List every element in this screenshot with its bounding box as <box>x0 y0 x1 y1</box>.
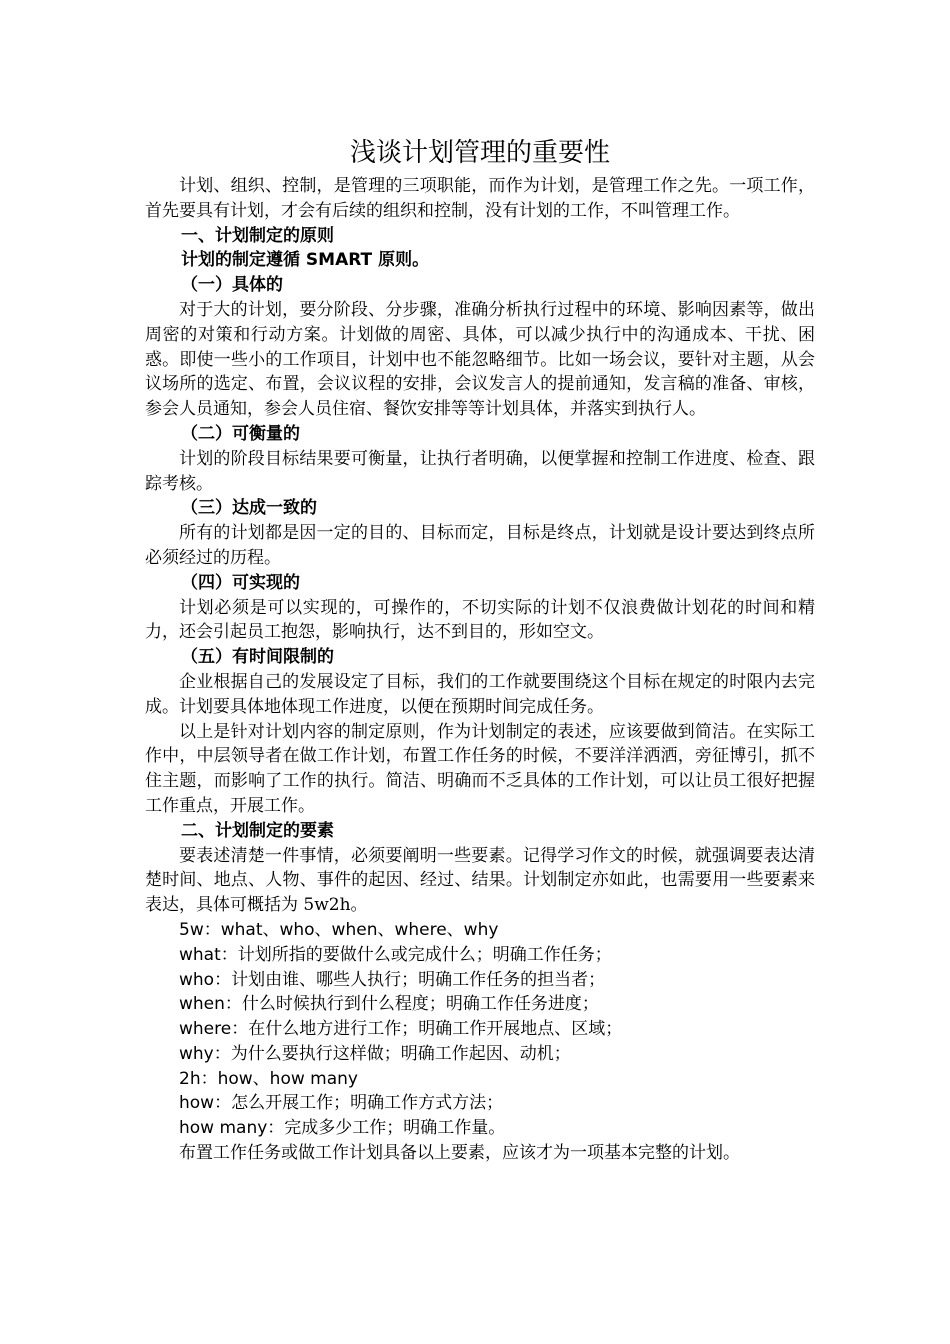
element-line-who: who：计划由谁、哪些人执行；明确工作任务的担当者； <box>179 969 606 990</box>
principle-body-achievable: 计划必须是可以实现的，可操作的，不切实际的计划不仅浪费做计划花的时间和精力，还会引起员工抱怨，影响执行，达不到目的，形如空文。 <box>145 597 815 643</box>
element-line-why: why：为什么要执行这样做；明确工作起因、动机； <box>179 1043 571 1064</box>
principles-summary-paragraph: 以上是针对计划内容的制定原则，作为计划制定的表述，应该要做到简洁。在实际工作中，中层领导者在做工作计划，布置工作任务的时候，不要洋洋洒洒，旁征博引，抓不住主题，而影响了工作的执行。简洁、明确而不乏具体的工作计划，可以让员工很好把握工作重点，开展工作。 <box>145 721 815 816</box>
elements-intro-paragraph: 要表述清楚一件事情，必须要阐明一些要素。记得学习作文的时候，就强调要表达清楚时间、地点、人物、事件的起因、经过、结果。计划制定亦如此，也需要用一些要素来表达，具体可概括为 5w2h。 <box>145 845 815 916</box>
principle-heading-achievable: （四）可实现的 <box>181 572 300 593</box>
principle-heading-specific: （一）具体的 <box>181 275 283 296</box>
principle-heading-time-bound: （五）有时间限制的 <box>181 647 334 668</box>
principle-body-time-bound: 企业根据自己的发展设定了目标，我们的工作就要围绕这个目标在规定的时限内去完成。计划要具体地体现工作进度，以便在预期时间完成任务。 <box>145 671 815 717</box>
principle-body-agreed: 所有的计划都是因一定的目的、目标而定，目标是终点，计划就是设计要达到终点所必须经过的历程。 <box>145 523 815 568</box>
intro-paragraph: 计划、组织、控制，是管理的三项职能，而作为计划，是管理工作之先。一项工作，首先要具有计划，才会有后续的组织和控制，没有计划的工作，不叫管理工作。 <box>145 176 815 221</box>
section-heading-principles: 一、计划制定的原则 <box>181 225 334 246</box>
section-heading-elements: 二、计划制定的要素 <box>181 820 334 841</box>
element-line-when: when：什么时候执行到什么程度；明确工作任务进度； <box>179 994 599 1015</box>
principle-heading-measurable: （二）可衡量的 <box>181 423 300 444</box>
smart-principle-heading: 计划的制定遵循 SMART 原则。 <box>181 250 430 271</box>
document-title: 浅谈计划管理的重要性 <box>349 138 610 168</box>
principle-heading-agreed: （三）达成一致的 <box>181 498 317 519</box>
element-line-5w: 5w：what、who、when、where、why <box>179 919 499 940</box>
element-line-where: where：在什么地方进行工作；明确工作开展地点、区域； <box>179 1019 623 1040</box>
element-line-how: how：怎么开展工作；明确工作方式方法； <box>179 1093 504 1114</box>
conclusion-paragraph: 布置工作任务或做工作计划具备以上要素，应该才为一项基本完整的计划。 <box>179 1143 740 1164</box>
principle-body-specific: 对于大的计划，要分阶段、分步骤，准确分析执行过程中的环境、影响因素等，做出周密的对策和行动方案。计划做的周密、具体，可以减少执行中的沟通成本、干扰、困惑。即使一些小的工作项目，计划中也不能忽略细节。比如一场会议，要针对主题，从会议场所的选定、布置，会议议程的安排，会议发言人的提前通知，发言稿的准备、审核，参会人员通知，参会人员住宿、餐饮安排等等计划具体，并落实到执行人。 <box>145 299 815 420</box>
element-line-what: what：计划所指的要做什么或完成什么；明确工作任务； <box>179 944 612 965</box>
principle-body-measurable: 计划的阶段目标结果要可衡量，让执行者明确，以便掌握和控制工作进度、检查、跟踪考核。 <box>145 448 815 494</box>
element-line-2h: 2h：how、how many <box>179 1068 358 1089</box>
document-body <box>145 134 815 1166</box>
element-line-how-many: how many：完成多少工作；明确工作量。 <box>179 1118 506 1139</box>
